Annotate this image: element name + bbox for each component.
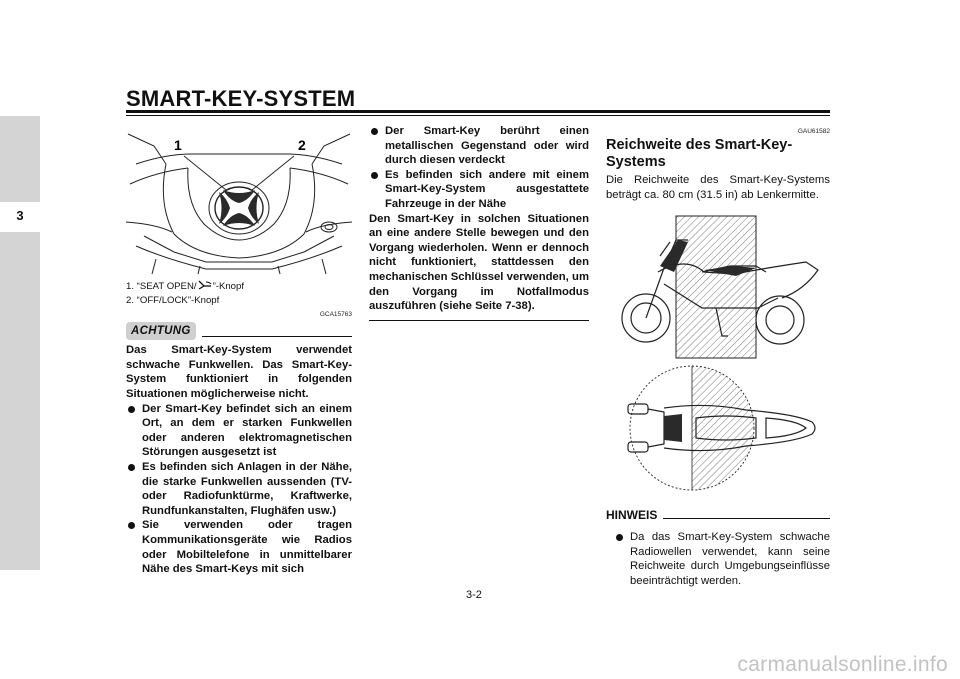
warning-closing: Den Smart-Key in solchen Situationen an eine andere Stelle bewegen und den Vorgang wiederholen. Wenn er dennoch nicht funktioniert, stattdessen den mechanischen Schlüssel verwenden, um den Vorgang im Notfallmodus auszuführen (siehe Seite 7-38).	[369, 212, 589, 313]
chapter-number: 3	[16, 208, 24, 223]
warning-intro: Das Smart-Key-System verwendet schwache Funkwellen. Das Smart-Key-System funktioniert in folgenden Situationen möglicherweise nicht.	[126, 344, 352, 400]
scooter-top-illustration	[606, 362, 830, 492]
warning-bullet-4: Der Smart-Key berührt einen metallischen Gegenstand oder wird durch diesen verdeckt	[369, 124, 589, 168]
warning-rule	[202, 336, 352, 337]
column-right	[606, 124, 830, 589]
bullet-dot	[128, 522, 135, 529]
bullet-dot	[371, 128, 378, 135]
warning-header	[126, 321, 352, 341]
callout-2: 2	[298, 137, 306, 153]
hinweis-header	[606, 506, 830, 524]
column-left	[126, 124, 352, 577]
hinweis-label: HINWEIS	[606, 507, 658, 522]
bullet-dot	[128, 406, 135, 413]
bullet-dot	[371, 172, 378, 179]
header-rule-thin	[126, 115, 830, 116]
warning-label: ACHTUNG	[126, 322, 196, 341]
bullet-dot	[128, 464, 135, 471]
section-text: Die Reichweite des Smart-Key-Systems beträgt ca. 80 cm (31.5 in) ab Lenkermitte.	[606, 174, 830, 201]
watermark: carmanualsonline.info	[737, 653, 948, 676]
hinweis-list	[606, 530, 830, 588]
chapter-tab	[0, 116, 40, 570]
hinweis-rule	[663, 518, 830, 519]
figure-captions	[126, 280, 352, 307]
column-middle	[369, 124, 589, 321]
section-code: GAU61582	[797, 128, 830, 135]
warning-code: GCA15763	[319, 311, 352, 319]
warning-bullet-2: Es befinden sich Anlagen in der Nähe, die starke Funkwellen aussenden (TV- oder Radiofunktürme, Kraftwerke, Rundfunkanstalten, Flughäfen usw.)	[126, 460, 352, 518]
section-title: Reichweite des Smart-Key-Systems	[606, 137, 793, 170]
warning-bullet-1: Der Smart-Key befindet sich an einem Ort, an dem er starken Funkwellen oder anderen elektromagnetischen Störungen ausgesetzt ist	[126, 402, 352, 460]
buttons-illustration	[126, 124, 352, 276]
page-title: SMART-KEY-SYSTEM	[126, 86, 356, 111]
warning-bullet-3: Sie verwenden oder tragen Kommunikationsgeräte wie Radios oder Mobiltelefone in unmittelbarer Nähe des Smart-Keys mit sich	[126, 518, 352, 576]
caption-1: 1. “SEAT OPEN/ ”-Knopf	[126, 281, 245, 292]
hinweis-bullet-1: Da das Smart-Key-System schwache Radiowellen verwendet, kann seine Reichweite durch Umgebungseinflüsse beeinträchtigt werden.	[614, 530, 830, 588]
callout-1: 1	[174, 137, 182, 153]
scooter-side-illustration	[606, 210, 830, 360]
seat-icon	[198, 280, 212, 290]
caption-2: 2. “OFF/LOCK”-Knopf	[126, 294, 220, 306]
page-number: 3-2	[466, 589, 482, 601]
warning-bullet-5: Es befinden sich andere mit einem Smart-Key-System ausgestattete Fahrzeuge in der Nähe	[369, 168, 589, 212]
bullet-dot	[616, 534, 623, 541]
warning-end-rule	[369, 320, 589, 321]
header-rule	[126, 110, 830, 113]
